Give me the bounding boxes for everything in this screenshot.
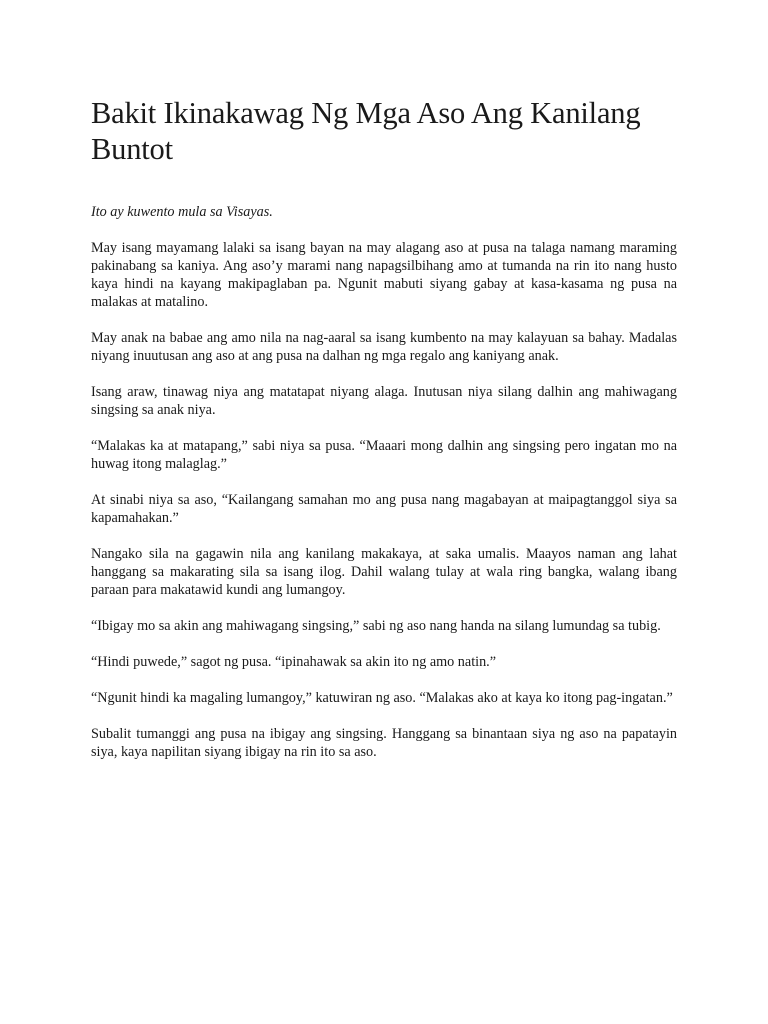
story-paragraph: “Malakas ka at matapang,” sabi niya sa pusa. “Maaari mong dalhin ang singsing pero ingatan mo na huwag itong malaglag.” bbox=[91, 438, 677, 472]
story-paragraph: Nangako sila na gagawin nila ang kanilang makakaya, at saka umalis. Maayos naman ang lahat hanggang sa makarating sila sa isang ilog. Dahil walang tulay at wala ring bangka, walang ibang paraan para makatawid kundi ang lumangoy. bbox=[91, 546, 677, 598]
story-paragraph: May anak na babae ang amo nila na nag-aaral sa isang kumbento na may kalayuan sa bahay. Madalas niyang inuutusan ang aso at ang pusa na dalhan ng mga regalo ang kaniyang anak. bbox=[91, 330, 677, 364]
story-paragraph: At sinabi niya sa aso, “Kailangang samahan mo ang pusa nang magabayan at maipagtanggol siya sa kapamahakan.” bbox=[91, 492, 677, 526]
story-paragraph: “Hindi puwede,” sagot ng pusa. “ipinahawak sa akin ito ng amo natin.” bbox=[91, 654, 497, 670]
story-origin-note: Ito ay kuwento mula sa Visayas. bbox=[91, 204, 273, 220]
story-paragraph: Isang araw, tinawag niya ang matatapat niyang alaga. Inutusan niya silang dalhin ang mahiwagang singsing sa anak niya. bbox=[91, 384, 677, 418]
story-paragraph: “Ibigay mo sa akin ang mahiwagang singsing,” sabi ng aso nang handa na silang lumundag sa tubig. bbox=[91, 618, 661, 634]
story-paragraph: May isang mayamang lalaki sa isang bayan na may alagang aso at pusa na talaga namang maraming pakinabang sa kaniya. Ang aso’y marami nang napagsilbihang amo at tumanda na rin ito nang husto kaya hindi na kayang makipaglaban pa. Ngunit mabuti siyang gabay at kasa-kasama ng pusa na malakas at matalino. bbox=[91, 240, 677, 310]
document-body bbox=[91, 95, 677, 761]
story-paragraph: Subalit tumanggi ang pusa na ibigay ang singsing. Hanggang sa binantaan siya ng aso na papatayin siya, kaya napilitan siyang ibigay na rin ito sa aso. bbox=[91, 726, 677, 760]
document-title: Bakit Ikinakawag Ng Mga Aso Ang Kanilang Buntot bbox=[91, 96, 641, 166]
story-paragraph: “Ngunit hindi ka magaling lumangoy,” katuwiran ng aso. “Malakas ako at kaya ko itong pag-ingatan.” bbox=[91, 690, 673, 706]
